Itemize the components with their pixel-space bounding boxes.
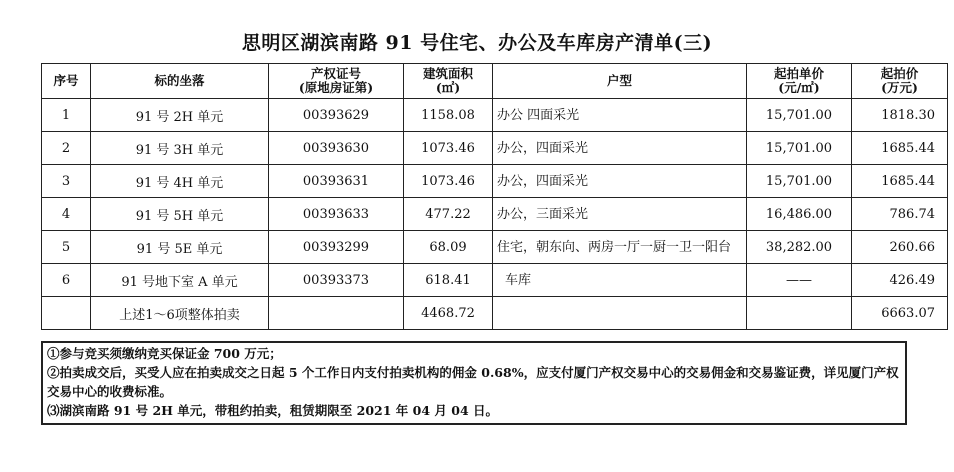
total-area: 4468.72 [404, 297, 493, 330]
header-type: 户型 [493, 64, 747, 99]
header-no: 序号 [42, 64, 91, 99]
page-title: 思明区湖滨南路 91 号住宅、办公及车库房产清单(三) [241, 32, 713, 54]
table-row [42, 264, 948, 297]
header-location: 标的坐落 [91, 64, 269, 99]
cell-location: 91 号地下室 A 单元 [91, 264, 269, 297]
header-cert-line1: 产权证号 [310, 66, 361, 81]
table-row [42, 231, 948, 264]
cell-type: 办公，四面采光 [493, 132, 747, 165]
cell-type: 办公，四面采光 [493, 165, 747, 198]
table-header-row [42, 64, 948, 99]
header-unit-price-line2: (元/㎡) [778, 80, 820, 95]
note-item: ②拍卖成交后，买受人应在拍卖成交之日起 5 个工作日内支付拍卖机构的佣金 0.68%，应支付厦门产权交易中心的交易佣金和交易鉴证费，详见厦门产权交易中心的收费标准。 [47, 365, 899, 399]
cell-type: 办公，三面采光 [493, 198, 747, 231]
cell-type: 车库 [493, 264, 747, 297]
cell-price: 1685.44 [852, 165, 948, 198]
cell-cert: 00393373 [269, 264, 404, 297]
cell-location: 91 号 2H 单元 [91, 99, 269, 132]
header-cert-line2: (原地房证第) [298, 80, 374, 95]
cell-no: 4 [42, 198, 91, 231]
cell-location: 91 号 5H 单元 [91, 198, 269, 231]
cell-unit-price: 38,282.00 [747, 231, 852, 264]
cell-location: 91 号 4H 单元 [91, 165, 269, 198]
cell-cert: 00393631 [269, 165, 404, 198]
cell-unit-price: 15,701.00 [747, 165, 852, 198]
table-row [42, 198, 948, 231]
header-start-price-line1: 起拍价 [880, 66, 919, 81]
cell-area: 477.22 [404, 198, 493, 231]
cell-price: 1685.44 [852, 132, 948, 165]
cell-price: 1818.30 [852, 99, 948, 132]
cell-cert: 00393630 [269, 132, 404, 165]
table-row [42, 132, 948, 165]
cell-no: 3 [42, 165, 91, 198]
total-price: 6663.07 [852, 297, 948, 330]
cell-area: 1073.46 [404, 132, 493, 165]
cell-area: 1073.46 [404, 165, 493, 198]
note-item: ⑶湖滨南路 91 号 2H 单元，带租约拍卖，租赁期限至 2021 年 04 月 04 日。 [47, 403, 499, 418]
notes-box [41, 341, 907, 425]
cell-no: 2 [42, 132, 91, 165]
table-row [42, 99, 948, 132]
cell-empty [42, 297, 91, 330]
cell-price: 426.49 [852, 264, 948, 297]
cell-unit-price: —— [747, 264, 852, 297]
table-total-row [42, 297, 948, 330]
cell-cert: 00393633 [269, 198, 404, 231]
header-unit-price [747, 64, 852, 99]
cell-price: 786.74 [852, 198, 948, 231]
header-area-line1: 建筑面积 [422, 66, 473, 81]
cell-empty [493, 297, 747, 330]
cell-area: 68.09 [404, 231, 493, 264]
cell-type: 住宅，朝东向、两房一厅一厨一卫一阳台 [493, 231, 747, 264]
cell-no: 1 [42, 99, 91, 132]
note-item: ①参与竞买须缴纳竞买保证金 700 万元； [47, 346, 282, 361]
cell-empty [747, 297, 852, 330]
cell-unit-price: 15,701.00 [747, 99, 852, 132]
header-unit-price-line1: 起拍单价 [773, 66, 824, 81]
header-start-price-line2: (万元) [881, 80, 918, 95]
cell-cert: 00393299 [269, 231, 404, 264]
header-area [404, 64, 493, 99]
table-row [42, 165, 948, 198]
cell-location: 91 号 3H 单元 [91, 132, 269, 165]
cell-location: 91 号 5E 单元 [91, 231, 269, 264]
header-cert [269, 64, 404, 99]
total-label: 上述1～6项整体拍卖 [91, 297, 269, 330]
cell-cert: 00393629 [269, 99, 404, 132]
header-area-line2: (㎡) [435, 80, 461, 95]
cell-unit-price: 15,701.00 [747, 132, 852, 165]
cell-area: 618.41 [404, 264, 493, 297]
header-start-price [852, 64, 948, 99]
cell-type: 办公 四面采光 [493, 99, 747, 132]
property-table [41, 63, 948, 330]
cell-unit-price: 16,486.00 [747, 198, 852, 231]
cell-price: 260.66 [852, 231, 948, 264]
cell-no: 5 [42, 231, 91, 264]
cell-area: 1158.08 [404, 99, 493, 132]
cell-no: 6 [42, 264, 91, 297]
cell-empty [269, 297, 404, 330]
